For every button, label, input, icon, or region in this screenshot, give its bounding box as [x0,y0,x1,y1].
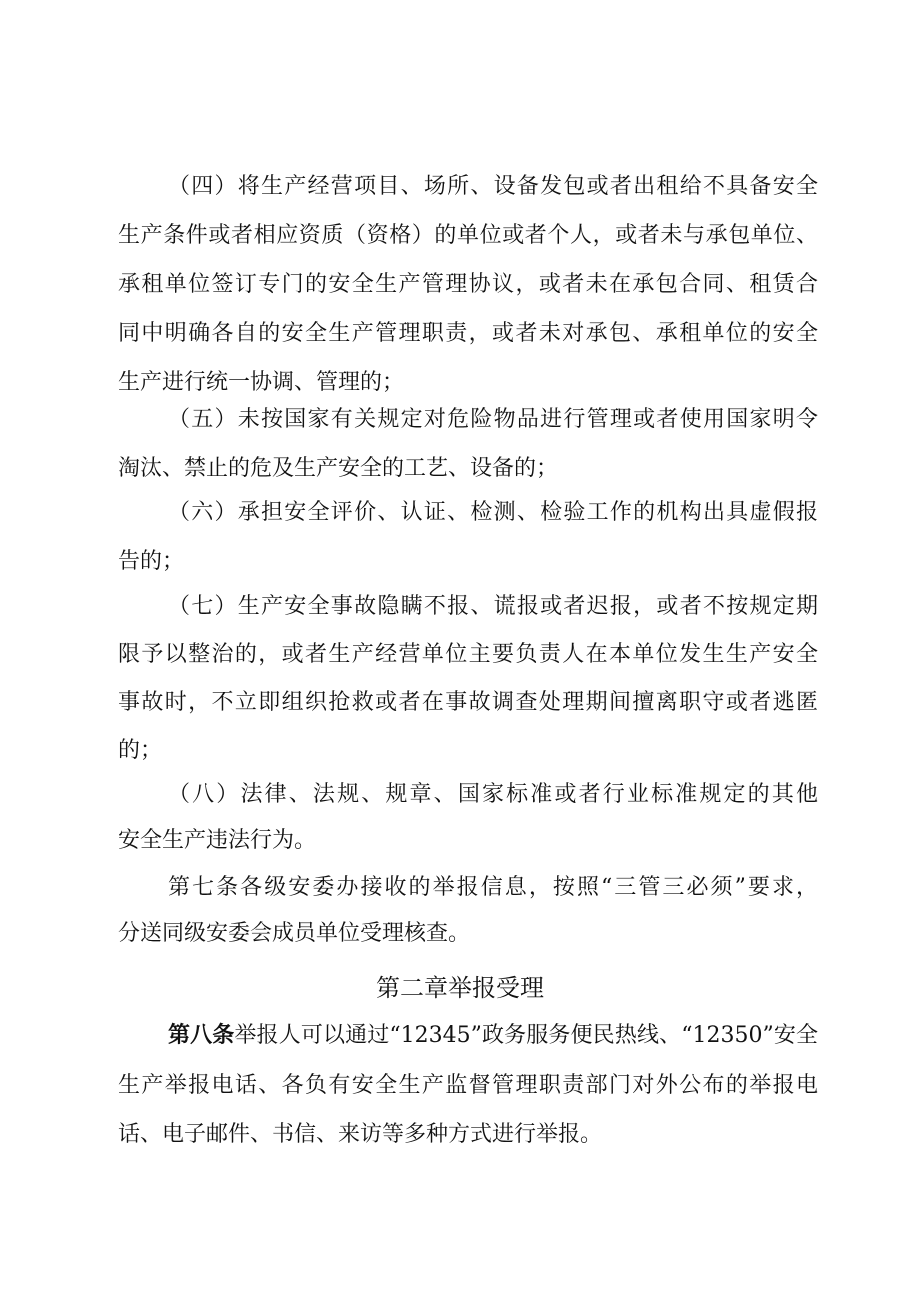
article-8-label: 第八条 [168,1023,235,1048]
item-6-line-1: （六）承担安全评价、认证、检测、检验工作的机构出具虚假报 [168,500,818,525]
item-4-line-4: 同中明确各自的安全生产管理职责，或者未对承包、承租单位的安全 [118,321,818,346]
item-4-line-2: 生产条件或者相应资质（资格）的单位或者个人，或者未与承包单位、 [118,223,818,248]
chapter-title: 第二章举报受理 [376,974,544,1002]
article-8-line-1-text: 举报人可以通过“12345”政务服务便民热线、“12350”安全 [234,1023,818,1048]
item-7-line-3: 事故时，不立即组织抢救或者在事故调查处理期间擅离职守或者逃匿 [118,690,818,715]
item-5-line-1: （五）未按国家有关规定对危险物品进行管理或者使用国家明令 [168,407,818,432]
item-8-line-1: （八）法律、法规、规章、国家标准或者行业标准规定的其他 [168,782,818,807]
article-8-line-1 [168,1021,818,1051]
item-4-line-1: （四）将生产经营项目、场所、设备发包或者出租给不具备安全 [168,174,818,199]
item-5-line-2: 淘汰、禁止的危及生产安全的工艺、设备的； [118,456,559,481]
item-6-line-2: 告的； [118,549,185,574]
item-7-line-4: 的； [118,738,163,763]
item-4-line-3: 承租单位签订专门的安全生产管理协议，或者未在承包合同、租赁合 [118,272,818,297]
article-7-line-1: 第七条各级安委办接收的举报信息，按照“三管三必须”要求， [168,875,818,900]
item-4-line-5: 生产进行统一协调、管理的； [118,370,405,395]
item-7-line-2: 限予以整治的，或者生产经营单位主要负责人在本单位发生生产安全 [118,642,818,667]
item-7-line-1: （七）生产安全事故隐瞒不报、谎报或者迟报，或者不按规定期 [168,594,818,619]
article-8-line-2: 生产举报电话、各负有安全生产监督管理职责部门对外公布的举报电 [118,1073,818,1098]
article-8-line-3: 话、电子邮件、书信、来访等多种方式进行举报。 [118,1122,603,1147]
article-7-line-2: 分送同级安委会成员单位受理核查。 [118,921,471,946]
item-8-line-2: 安全生产违法行为。 [118,828,317,853]
